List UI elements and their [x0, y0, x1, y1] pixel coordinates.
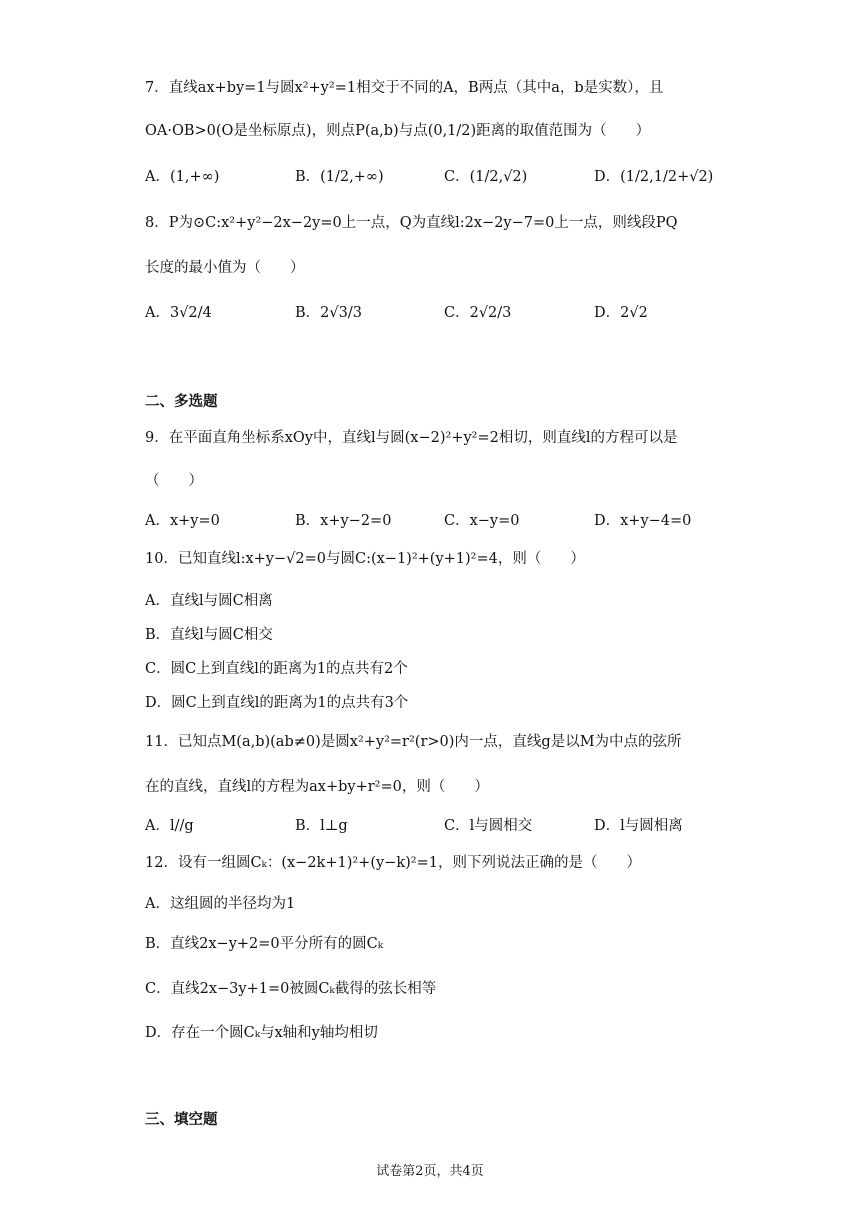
q10-option-a: A．直线l与圆C相离	[145, 593, 273, 609]
q8-option-c: C．2√2/3	[444, 305, 512, 321]
q8-option-a: A．3√2/4	[145, 305, 212, 321]
q10-option-d: D．圆C上到直线l的距离为1的点共有3个	[145, 695, 409, 711]
q7-option-d: D．(1/2,1/2+√2)	[594, 169, 714, 185]
q10-option-c: C．圆C上到直线l的距离为1的点共有2个	[145, 661, 408, 677]
q9-stem-line1: 9．在平面直角坐标系xOy中，直线l与圆(x−2)²+y²=2相切，则直线l的方程可以是	[145, 430, 678, 446]
q9-option-c: C．x−y=0	[444, 513, 520, 529]
q7-option-a: A．(1,+∞)	[145, 169, 220, 185]
q8-option-b: B．2√3/3	[295, 305, 362, 321]
q11-option-a: A．l//g	[145, 818, 194, 834]
q10-stem: 10．已知直线l:x+y−√2=0与圆C:(x−1)²+(y+1)²=4，则（ ）	[145, 551, 585, 567]
q11-option-b: B．l⊥g	[295, 818, 348, 834]
section-heading-fill-blank: 三、填空题	[145, 1112, 218, 1128]
q11-option-d: D．l与圆相离	[594, 818, 683, 834]
q9-option-a: A．x+y=0	[145, 513, 220, 529]
q12-option-d: D．存在一个圆Cₖ与x轴和y轴均相切	[145, 1025, 378, 1041]
q8-stem-line2: 长度的最小值为（ ）	[145, 260, 305, 276]
page-footer: 试卷第2页，共4页	[376, 1164, 484, 1179]
q7-option-b: B．(1/2,+∞)	[295, 169, 384, 185]
q11-stem-line2: 在的直线，直线l的方程为ax+by+r²=0，则（ ）	[145, 779, 489, 795]
q9-stem-line2: （ ）	[145, 473, 203, 489]
section-heading-multi-choice: 二、多选题	[145, 394, 218, 410]
q11-option-c: C．l与圆相交	[444, 818, 533, 834]
q8-option-d: D．2√2	[594, 305, 648, 321]
q9-option-b: B．x+y−2=0	[295, 513, 392, 529]
q7-option-c: C．(1/2,√2)	[444, 169, 528, 185]
q10-option-b: B．直线l与圆C相交	[145, 627, 273, 643]
q12-option-c: C．直线2x−3y+1=0被圆Cₖ截得的弦长相等	[145, 981, 437, 997]
q7-stem-line1: 7．直线ax+by=1与圆x²+y²=1相交于不同的A，B两点（其中a，b是实数），且	[145, 80, 664, 96]
q12-stem: 12．设有一组圆Cₖ：(x−2k+1)²+(y−k)²=1，则下列说法正确的是（ ）	[145, 855, 641, 871]
q11-stem-line1: 11．已知点M(a,b)(ab≠0)是圆x²+y²=r²(r>0)内一点，直线g是以M为中点的弦所	[145, 734, 682, 750]
q12-option-a: A．这组圆的半径均为1	[145, 896, 296, 912]
q12-option-b: B．直线2x−y+2=0平分所有的圆Cₖ	[145, 936, 384, 952]
q7-stem-line2: OA·OB>0(O是坐标原点)，则点P(a,b)与点(0,1/2)距离的取值范围为（ ）	[145, 123, 651, 139]
q8-stem-line1: 8．P为⊙C:x²+y²−2x−2y=0上一点，Q为直线l:2x−2y−7=0上一点，则线段PQ	[145, 215, 678, 231]
q9-option-d: D．x+y−4=0	[594, 513, 692, 529]
